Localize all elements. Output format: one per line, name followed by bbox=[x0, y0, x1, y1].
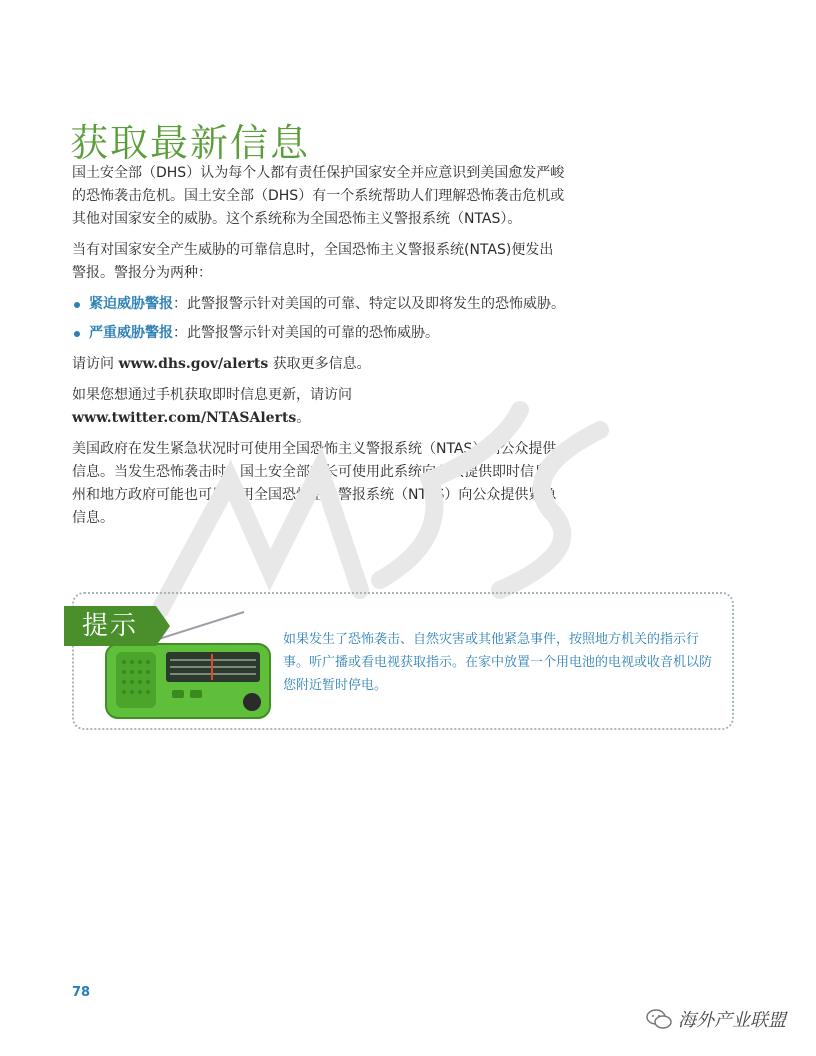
wechat-account-watermark bbox=[646, 1006, 786, 1032]
account-name: 海外产业联盟 bbox=[678, 1010, 786, 1031]
twitter-link[interactable]: www.twitter.com/NTASAlerts bbox=[72, 410, 297, 426]
alert-description: ：此警报警示针对美国的可靠、特定以及即将发生的恐怖威胁。 bbox=[173, 296, 565, 312]
intro-paragraph: 国土安全部（DHS）认为每个人都有责任保护国家安全并应意识到美国愈发严峻的恐怖袭击危机。国土安全部（DHS）有一个系统帮助人们理解恐怖袭击危机或其他对国家安全的威胁。这个系统称为全国恐怖主义警报系统（NTAS）。 bbox=[72, 165, 565, 227]
bullet-icon bbox=[74, 302, 80, 308]
bullet-icon bbox=[74, 331, 80, 337]
visit-text-end: 获取更多信息。 bbox=[268, 356, 371, 372]
alert-term: 紧迫威胁警报 bbox=[89, 296, 173, 312]
visit-paragraph bbox=[72, 353, 567, 376]
list-item bbox=[72, 293, 567, 316]
tip-label: 提示 bbox=[64, 606, 156, 646]
alert-types-list bbox=[72, 293, 567, 345]
tip-text: 如果发生了恐怖袭击、自然灾害或其他紧急事件，按照地方机关的指示行事。听广播或看电视获取指示。在家中放置一个用电池的电视或收音机以防您附近暂时停电。 bbox=[283, 632, 713, 693]
twitter-text: 如果您想通过手机获取即时信息更新，请访问 bbox=[72, 387, 352, 403]
alert-description: ：此警报警示针对美国的可靠的恐怖威胁。 bbox=[173, 325, 439, 341]
visit-text: 请访问 bbox=[72, 356, 119, 372]
main-text bbox=[72, 162, 567, 538]
alert-term: 严重威胁警报 bbox=[89, 325, 173, 341]
dhs-alerts-link[interactable]: www.dhs.gov/alerts bbox=[118, 356, 269, 372]
alert-paragraph: 当有对国家安全产生威胁的可靠信息时，全国恐怖主义警报系统(NTAS)便发出警报。警报分为两种： bbox=[72, 242, 554, 281]
twitter-paragraph bbox=[72, 384, 567, 430]
government-paragraph: 美国政府在发生紧急状况时可使用全国恐怖主义警报系统（NTAS）向公众提供信息。当发生恐怖袭击时，国土安全部部长可使用此系统向公众提供即时信息。州和地方政府可能也可以使用全国恐怖主义警报系统（NTAS）向公众提供紧急信息。 bbox=[72, 441, 562, 526]
twitter-text-end: 。 bbox=[296, 410, 311, 426]
page-title: 获取最新信息 bbox=[70, 121, 311, 165]
wechat-icon bbox=[646, 1008, 672, 1030]
page-number: 78 bbox=[72, 985, 91, 1000]
list-item bbox=[72, 322, 567, 345]
